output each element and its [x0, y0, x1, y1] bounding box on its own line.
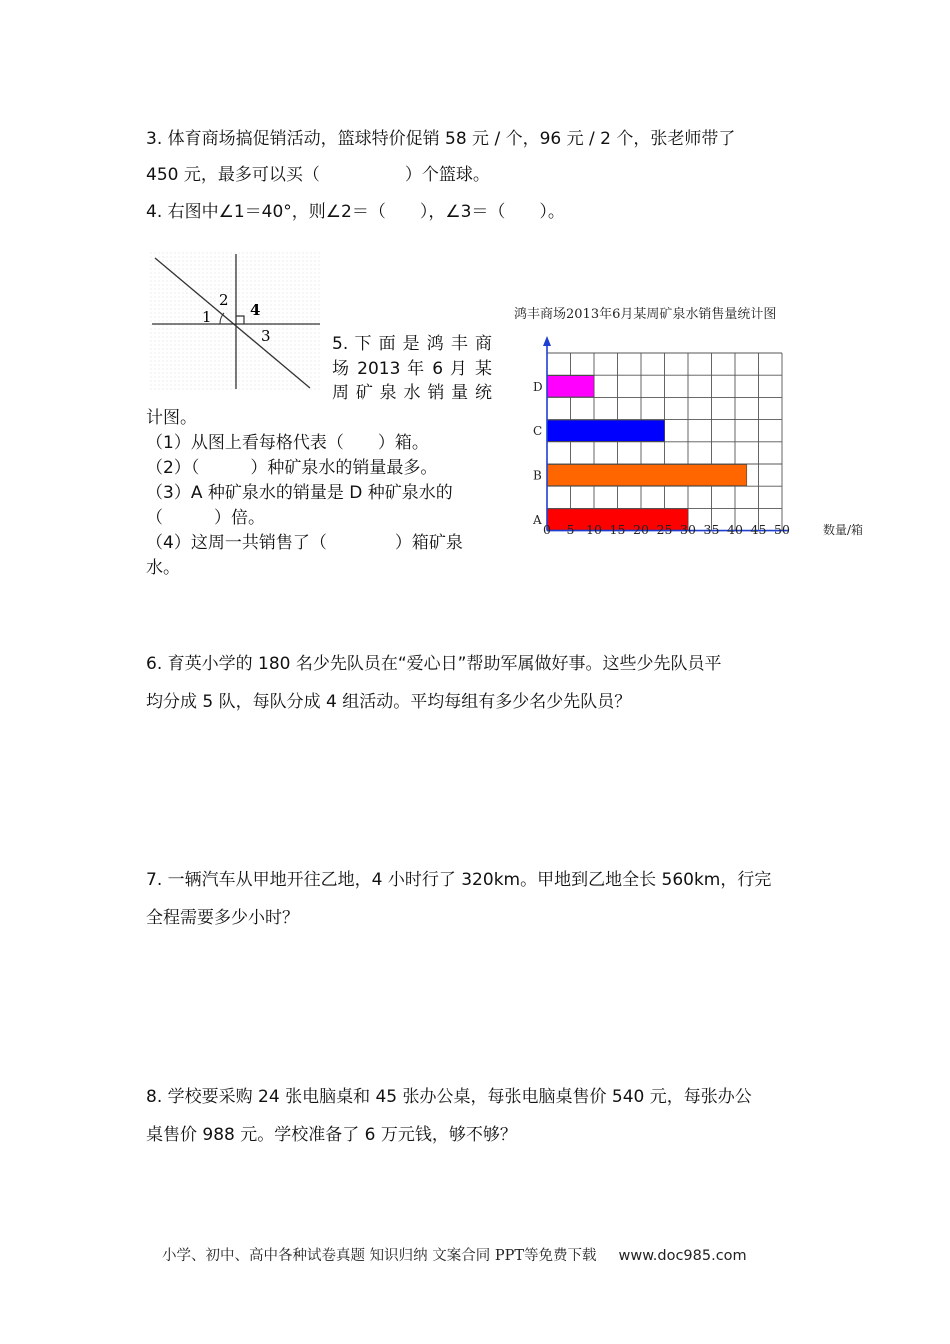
- x-tick-label: 30: [680, 522, 696, 537]
- sales-bar-chart: [510, 300, 880, 545]
- x-tick-label: 25: [656, 522, 673, 537]
- footer-text: 小学、初中、高中各种试卷真题 知识归纳 文案合同 PPT等免费下载: [162, 1248, 597, 1264]
- bar-d: [547, 376, 594, 397]
- question-8-line-2: 桌售价 988 元。学校准备了 6 万元钱，够不够？: [146, 1125, 517, 1145]
- chart-x-axis-label: 数量/箱: [823, 523, 864, 537]
- x-tick-label: 40: [727, 522, 743, 537]
- angle-label-4: 4: [250, 301, 261, 319]
- category-label-b: B: [533, 468, 542, 483]
- question-3-line-1: 3. 体育商场搞促销活动，篮球特价促销 58 元 / 个，96 元 / 2 个，张老师带了: [146, 129, 736, 149]
- angle-label-3: 3: [261, 327, 271, 345]
- question-4-text: 4. 右图中∠1＝40°，则∠2＝（ ），∠3＝（ ）。: [146, 202, 565, 222]
- question-6-line-1: 6. 育英小学的 180 名少先队员在“爱心日”帮助军属做好事。这些少先队员平: [146, 654, 722, 674]
- category-label-a: A: [533, 513, 542, 527]
- bar-b: [547, 465, 747, 486]
- question-5-sub-4a: （4）这周一共销售了（ ）箱矿泉: [146, 533, 463, 553]
- question-5-sub-1: （1）从图上看每格代表（ ）箱。: [146, 433, 429, 453]
- question-5-sub-2: （2）（ ）种矿泉水的销量最多。: [146, 458, 438, 478]
- category-label-d: D: [533, 379, 543, 394]
- question-7-line-2: 全程需要多少小时？: [146, 908, 299, 928]
- question-3-line-2: 450 元，最多可以买（ ）个篮球。: [146, 165, 490, 185]
- question-7-line-1: 7. 一辆汽车从甲地开往乙地，4 小时行了 320km。甲地到乙地全长 560km，行完: [146, 870, 772, 890]
- y-axis-arrow-icon: [543, 336, 551, 346]
- x-tick-label: 20: [633, 522, 649, 537]
- question-5-sub-3b: （ ）倍。: [146, 508, 265, 528]
- question-5-intro-line-2: 场 2013 年 6 月 某: [332, 358, 492, 379]
- question-5-sub-3a: （3）A 种矿泉水的销量是 D 种矿泉水的: [146, 483, 453, 503]
- question-5-sub-4b: 水。: [146, 558, 180, 578]
- question-5-intro-line-1: 5. 下 面 是 鸿 丰 商: [332, 334, 492, 354]
- question-8-line-1: 8. 学校要采购 24 张电脑桌和 45 张办公桌，每张电脑桌售价 540 元，每张办公: [146, 1087, 752, 1107]
- angle-label-1: 1: [202, 308, 212, 326]
- page-footer: [162, 1244, 747, 1265]
- x-tick-label: 50: [774, 522, 790, 537]
- chart-bars: [547, 376, 747, 530]
- chart-title: 鸿丰商场2013年6月某周矿泉水销售量统计图: [514, 307, 777, 322]
- category-label-c: C: [533, 424, 543, 439]
- x-tick-label: 15: [609, 522, 626, 537]
- question-6-line-2: 均分成 5 队，每队分成 4 组活动。平均每组有多少名少先队员？: [146, 692, 632, 712]
- question-5-intro-line-3: 周 矿 泉 水 销 量 统: [332, 383, 492, 403]
- x-tick-label: 45: [750, 522, 767, 537]
- x-tick-label: 5: [566, 522, 575, 537]
- x-tick-label: 10: [586, 522, 602, 537]
- question-5-intro-line-4: 计图。: [146, 407, 197, 428]
- footer-url: www.doc985.com: [618, 1248, 747, 1264]
- x-tick-label: 35: [703, 522, 720, 537]
- question-5-intro: [146, 332, 492, 430]
- x-tick-label: 0: [543, 522, 551, 537]
- bar-c: [547, 420, 665, 441]
- angle-label-2: 2: [219, 291, 229, 309]
